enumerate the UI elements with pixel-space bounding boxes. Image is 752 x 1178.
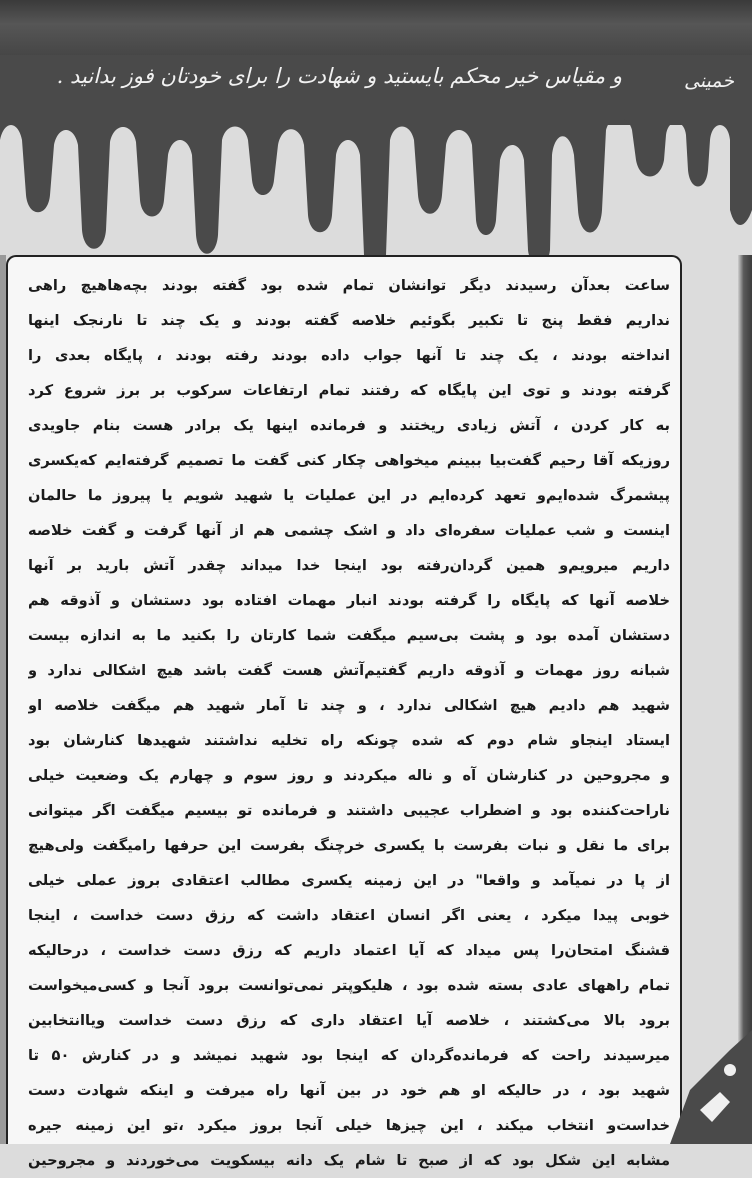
right-edge-shadow	[738, 255, 752, 1144]
article-line: مشابه این شکل بود که از صبح تا شام یک دانه بیسکویت می‌خوردند و مجروحین	[28, 1152, 670, 1169]
corner-ornament	[660, 1030, 752, 1144]
article-line: داریم میرویم‌و همین گردان‌رفته بود اینجا خدا میداند چقدر آتش بارید بر آنها	[28, 557, 670, 574]
blood-drip-decoration	[0, 100, 752, 270]
article-line: به کار کردن ، آتش زیادی ریختند و فرمانده اینها یک برادر هست بنام جاویدی	[28, 417, 670, 434]
article-line: شبانه روز مهمات و آذوقه داریم گفتیم‌آتش هست گفت باشد هیچ اشکالی ندارد و	[28, 662, 670, 679]
header-author: خمینی	[683, 70, 734, 92]
article-line: دستشان آمده بود و پشت بی‌سیم میگفت شما کارتان را بکنید ما به اندازه بیست	[28, 627, 670, 644]
header-quote: و مقیاس خیر محکم بایستید و شهادت را برای خودتان فوز بدانید .	[56, 64, 622, 88]
article-body	[28, 268, 670, 1178]
article-line: انداخته بودند ، یک چند تا آنها جواب داده بودند رفته بودند ، پایگاه بعدی را	[28, 347, 670, 364]
article-line: ناراحت‌کننده بود و اضطراب عجیبی داشتند و فرمانده تو بیسیم میگفت اگر میتوانی	[28, 802, 670, 819]
article-line: ایستاد اینجاو شام دوم که شده چونکه راه تخلیه نداشتند شهیدها کنارشان بود	[28, 732, 670, 749]
article-line: اینست و شب عملیات سفره‌ای داد و اشک چشمی هم از آنها گرفت و گفت خلاصه	[28, 522, 670, 539]
article-line: شهید بود ، در حالیکه او هم خود در بین آنها راه میرفت و اینکه شهادت دست	[28, 1082, 670, 1099]
top-dark-band	[0, 0, 752, 60]
article-line: شهید هم دادیم هیچ اشکالی ندارد ، و چند تا آمار شهید هم میگفت خلاصه او	[28, 697, 670, 714]
article-line: قشنگ امتحان‌را پس میداد که آیا اعتماد داریم که رزق دست خداست ، درحالیکه	[28, 942, 670, 959]
article-line: گرفته بودند و توی این پایگاه که رفتند تمام ارتفاعات سرکوب بر برز شروع کرد	[28, 382, 670, 399]
article-line: روزیکه آقا رحیم گفت‌بیا ببینم میخواهی چکار کنی گفت ما تصمیم گرفته‌ایم که‌یکسری	[28, 452, 670, 469]
article-line: و مجروحین در کنارشان آه و ناله میکردند و روز سوم و چهارم یک وضعیت خیلی	[28, 767, 670, 784]
article-line: پیشمرگ شده‌ایم‌و تعهد کرده‌ایم در این عملیات یا شهید شویم یا پیروز ما حالمان	[28, 487, 670, 504]
article-line: ساعت بعدآن رسیدند دیگر توانشان تمام شده بود گفته بودند بچه‌هاهیچ راهی	[28, 277, 670, 294]
article-line: برود بالا می‌کشتند ، خلاصه آیا اعتقاد داری که رزق دست خداست ویاانتخابین	[28, 1012, 670, 1029]
article-line: تمام راههای عادی بسته شده بود ، هلیکوپتر نمی‌توانست برود آنجا و کسی‌میخواست	[28, 977, 670, 994]
article-line: خوبی پیدا میکرد ، یعنی اگر انسان اعتقاد داشت که رزق دست خداست ، اینجا	[28, 907, 670, 924]
article-line: خداست‌و انتخاب میکند ، این چیزها خیلی آنجا بروز میکرد ،تو این زمینه جیره	[28, 1117, 670, 1134]
article-line: از پا در نمیآمد و واقعا" در این زمینه یکسری مطالب اعتقادی بروز عملی خیلی	[28, 872, 670, 889]
article-line: نداریم فقط پنج تا تکبیر بگوئیم خلاصه گفته بودند و یک چند تا نارنجک اینها	[28, 312, 670, 329]
article-line: برای ما نقل و نبات بفرست با یکسری خرچنگ بفرست این حرفها رامیگفت ولی‌هیچ	[28, 837, 670, 854]
article-line: میرسیدند راحت که فرمانده‌گردان که اینجا بود شهید نمیشد و در کنارش ۵۰ تا	[28, 1047, 670, 1064]
article-line: خلاصه آنها که پایگاه را گرفته بودند انبار مهمات افتاده بود دستشان و آذوقه هم	[28, 592, 670, 609]
